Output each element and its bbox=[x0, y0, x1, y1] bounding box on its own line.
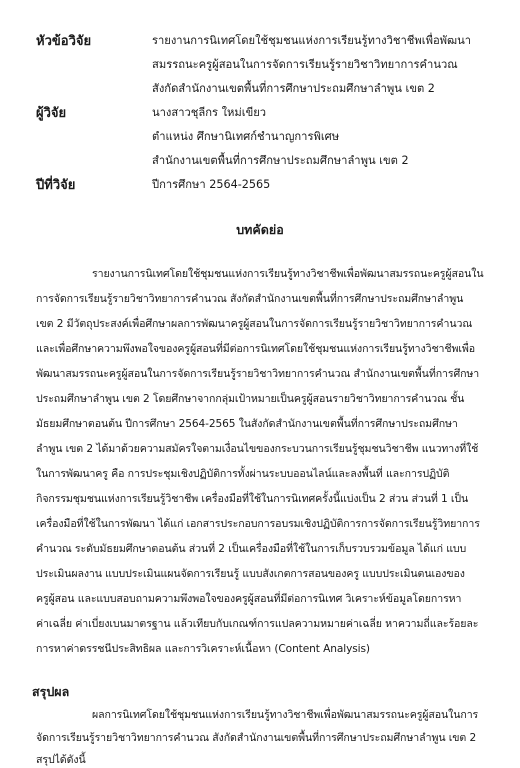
year-value: ปีการศึกษา 2564-2565 bbox=[152, 178, 271, 191]
summary-line: สรุปได้ดังนี้ bbox=[36, 754, 86, 766]
abstract-line: รายงานการนิเทศโดยใช้ชุมชนแห่งการเรียนรู้ทางวิชาชีพเพื่อพัฒนาสมรรถนะครูผู้สอนใน bbox=[92, 268, 484, 280]
researcher-label: ผู้วิจัย bbox=[36, 106, 67, 121]
researcher-office: สำนักงานเขตพื้นที่การศึกษาประถมศึกษาลำพูน เขต 2 bbox=[152, 154, 409, 167]
abstract-line: การจัดการเรียนรู้รายวิชาวิทยาการคำนวณ สังกัดสำนักงานเขตพื้นที่การศึกษาประถมศึกษาลำพูน bbox=[36, 293, 464, 305]
title-line-1: รายงานการนิเทศโดยใช้ชุมชนแห่งการเรียนรู้ทางวิชาชีพเพื่อพัฒนา bbox=[152, 34, 472, 47]
abstract-line: กิจกรรมชุมชนแห่งการเรียนรู้วิชาชีพ เครื่องมือที่ใช้ในการนิเทศครั้งนี้แบ่งเป็น 2 ส่วน ส่วนที่ 1 เป็น bbox=[36, 493, 469, 505]
abstract-line: มัธยมศึกษาตอนต้น ปีการศึกษา 2564-2565 ในสังกัดสำนักงานเขตพื้นที่การศึกษาประถมศึกษา bbox=[36, 418, 458, 430]
abstract-line: ประถมศึกษาลำพูน เขต 2 โดยศึกษาจากกลุ่มเป้าหมายเป็นครูผู้สอนรายวิชาวิทยาการคำนวณ ชั้น bbox=[36, 393, 465, 405]
title-line-2: สมรรถนะครูผู้สอนในการจัดการเรียนรู้รายวิชาวิทยาการคำนวณ bbox=[152, 58, 458, 71]
researcher-position: ตำแหน่ง ศึกษานิเทศก์ชำนาญการพิเศษ bbox=[152, 130, 340, 143]
summary-heading: สรุปผล bbox=[32, 684, 70, 699]
abstract-heading: บทคัดย่อ bbox=[236, 222, 284, 237]
title-label: หัวข้อวิจัย bbox=[36, 34, 92, 49]
abstract-line: พัฒนาสมรรถนะครูผู้สอนในการจัดการเรียนรู้รายวิชาวิทยาการคำนวณ สำนักงานเขตพื้นที่การศึกษา bbox=[36, 368, 480, 380]
abstract-line: เครื่องมือที่ใช้ในการพัฒนา ได้แก่ เอกสารประกอบการอบรมเชิงปฏิบัติการการจัดการเรียนรู้วิทยาการ bbox=[36, 518, 480, 530]
abstract-line: เขต 2 มีวัตถุประสงค์เพื่อศึกษาผลการพัฒนาครูผู้สอนในการจัดการเรียนรู้รายวิชาวิทยาการคำนวณ bbox=[36, 318, 473, 330]
year-label: ปีที่วิจัย bbox=[36, 178, 76, 193]
abstract-line: ครูผู้สอน และแบบสอบถามความพึงพอใจของครูผู้สอนที่มีต่อการนิเทศ วิเคราะห์ข้อมูลโดยการหา bbox=[36, 593, 462, 605]
abstract-line: การหาค่าดรรชนีประสิทธิผล และการวิเคราะห์เนื้อหา (Content Analysis) bbox=[36, 643, 370, 655]
abstract-line: ประเมินผลงาน แบบประเมินแผนจัดการเรียนรู้ แบบสังเกตการสอนของครู แบบประเมินตนเองของ bbox=[36, 568, 465, 580]
abstract-line: ค่าเฉลี่ย ค่าเบี่ยงเบนมาตรฐาน แล้วเทียบกับเกณฑ์การแปลความหมายค่าเฉลี่ย หาความถี่และร้อยละ bbox=[36, 618, 479, 630]
abstract-line: คำนวณ ระดับมัธยมศึกษาตอนต้น ส่วนที่ 2 เป็นเครื่องมือที่ใช้ในการเก็บรวบรวมข้อมูล ได้แก่ แบบ bbox=[36, 543, 467, 555]
researcher-name: นางสาวชุลีกร ใหม่เขียว bbox=[152, 106, 267, 119]
abstract-line: ลำพูน เขต 2 ได้มาด้วยความสมัครใจตามเงื่อนไขของกระบวนการเรียนรู้ชุมชนวิชาชีพ แนวทางที่ใช้ bbox=[36, 443, 479, 455]
abstract-line: และเพื่อศึกษาความพึงพอใจของครูผู้สอนที่มีต่อการนิเทศโดยใช้ชุมชนแห่งการเรียนรู้ทางวิชาชีพเพื่อ bbox=[36, 343, 476, 355]
summary-line: ผลการนิเทศโดยใช้ชุมชนแห่งการเรียนรู้ทางวิชาชีพเพื่อพัฒนาสมรรถนะครูผู้สอนในการ bbox=[92, 709, 479, 721]
abstract-line: ในการพัฒนาครู คือ การประชุมเชิงปฏิบัติการทั้งผ่านระบบออนไลน์และลงพื้นที่ และการปฏิบัติ bbox=[36, 468, 450, 480]
summary-line: จัดการเรียนรู้รายวิชาวิทยาการคำนวณ สังกัดสำนักงานเขตพื้นที่การศึกษาประถมศึกษาลำพูน เขต 2 bbox=[36, 732, 477, 744]
title-line-3: สังกัดสำนักงานเขตพื้นที่การศึกษาประถมศึกษาลำพูน เขต 2 bbox=[152, 82, 435, 95]
